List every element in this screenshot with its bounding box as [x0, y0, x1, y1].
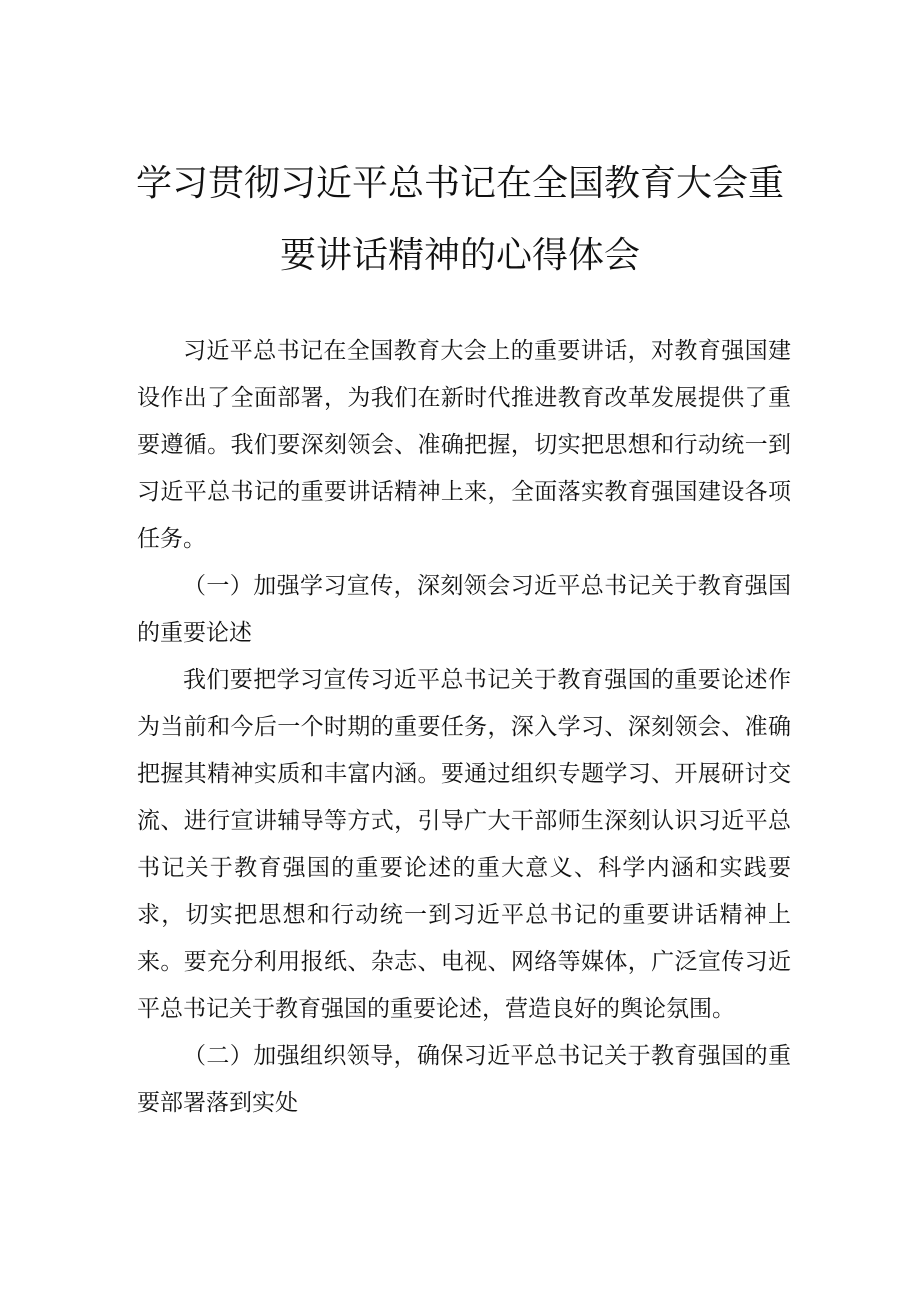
title-line-1: 学习贯彻习近平总书记在全国教育大会重 — [135, 163, 784, 204]
section-1-paragraph: 我们要把学习宣传习近平总书记关于教育强国的重要论述作为当前和今后一个时期的重要任务，深入学习、深刻领会、准确把握其精神实质和丰富内涵。要通过组织专题学习、开展研讨交流、进行宣讲辅导等方式，引导广大干部师生深刻认识习近平总书记关于教育强国的重要论述的重大意义、科学内涵和实践要求，切实把思想和行动统一到习近平总书记的重要讲话精神上来。要充分利用报纸、杂志、电视、网络等媒体，广泛宣传习近平总书记关于教育强国的重要论述，营造良好的舆论氛围。 — [137, 667, 791, 1022]
title-line-2: 要讲话精神的心得体会 — [279, 235, 640, 276]
intro-paragraph: 习近平总书记在全国教育大会上的重要讲话，对教育强国建设作出了全面部署，为我们在新时代推进教育改革发展提供了重要遵循。我们要深刻领会、准确把握，切实把思想和行动统一到习近平总书记的重要讲话精神上来，全面落实教育强国建设各项任务。 — [137, 338, 791, 552]
section-2-heading: （二）加强组织领导，确保习近平总书记关于教育强国的重要部署落到实处 — [137, 1043, 791, 1116]
section-1-heading: （一）加强学习宣传，深刻领会习近平总书记关于教育强国的重要论述 — [137, 573, 791, 646]
document-title — [120, 148, 800, 292]
document-body — [137, 328, 791, 1127]
